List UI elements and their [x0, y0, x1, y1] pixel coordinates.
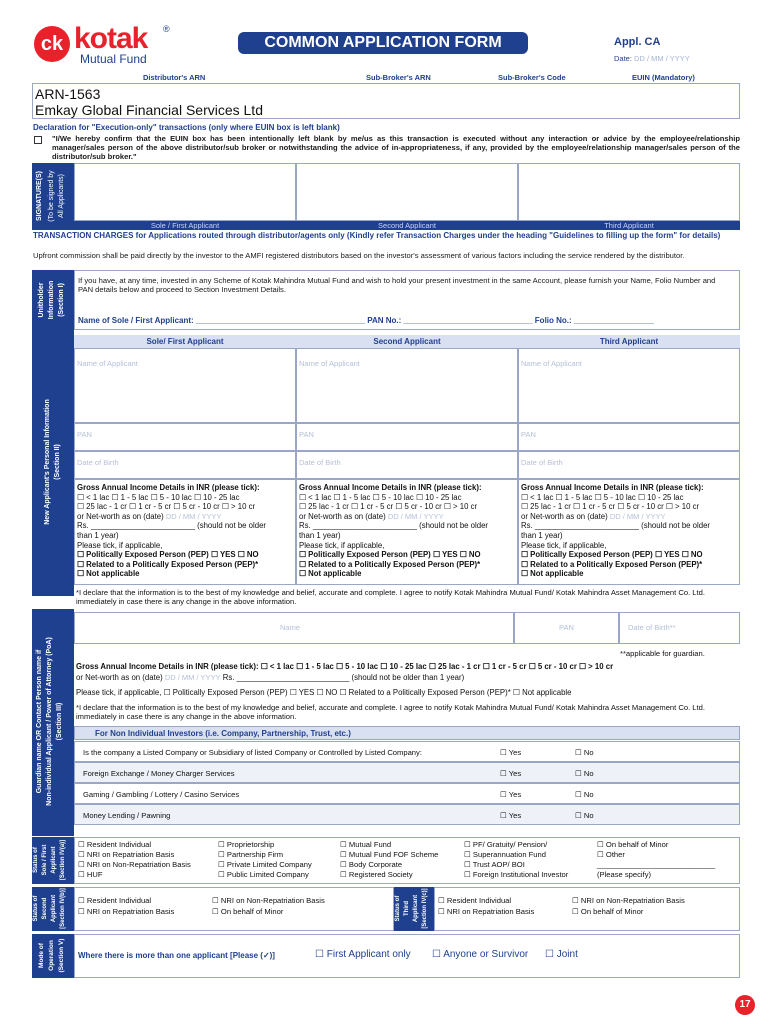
unitholder-text: If you have, at any time, invested in any Scheme of Kotak Mahindra Mutual Fund and wish to hold your present investment in the same Account, please furnish your Name, Folio Number and PAN details below and proceed to Section Investment Details.	[78, 276, 716, 294]
status-first-option[interactable]: ☐ Foreign Institutional Investor	[464, 870, 569, 879]
col-head-second: Second Applicant	[296, 335, 518, 348]
new-applicant-side-label	[32, 330, 74, 596]
pep-option[interactable]: ☐ Politically Exposed Person (PEP) ☐ YES ☐ NO	[77, 550, 259, 560]
nonind-yes-option[interactable]: ☐ Yes	[500, 748, 522, 757]
applicant-dob-placeholder: Date of Birth	[521, 458, 563, 467]
unitholder-side1: Unitholder	[38, 282, 45, 318]
applicant-3-dob-field[interactable]	[518, 451, 740, 479]
status1-side1: Status of	[33, 847, 39, 873]
signature-box-second[interactable]	[296, 163, 518, 221]
signature-side-text: SIGNATURE(S)	[36, 170, 43, 222]
arn-value: ARN-1563	[35, 86, 101, 102]
status-first-option[interactable]: ☐ Proprietorship	[218, 840, 275, 849]
applicant-name-placeholder: Name of Applicant	[77, 359, 138, 368]
upfront-commission-text: Upfront commission shall be paid directly by the investor to the AMFI registered distributors based on the investor's assessment of various factors including the service rendered by the distributor.	[33, 251, 685, 260]
nonind-yes-option[interactable]: ☐ Yes	[500, 790, 522, 799]
applicant-name-placeholder: Name of Applicant	[521, 359, 582, 368]
applicant-3-income-block[interactable]	[518, 479, 740, 585]
new-applicant-side1: New Applicant's Personal Information	[44, 399, 51, 525]
related-pep-option[interactable]: ☐ Related to a Politically Exposed Person (PEP)*	[299, 559, 481, 569]
date-label: Date:	[614, 54, 632, 63]
signature-box-first[interactable]	[74, 163, 296, 221]
status-first-option[interactable]: ☐ Body Corporate	[340, 860, 403, 869]
status1-side2: Sole / First	[42, 844, 48, 876]
networth-label: or Net-worth as on (date)	[521, 511, 608, 521]
status2-side2: Second	[42, 897, 48, 920]
status3-side4: [Section IV(c)]	[422, 888, 428, 929]
income-row1[interactable]: ☐ < 1 lac ☐ 1 - 5 lac ☐ 5 - 10 lac ☐ 10 - 25 lac	[521, 492, 684, 502]
status2-side4: [Section IV(b)]	[60, 888, 66, 929]
form-title: COMMON APPLICATION FORM	[238, 32, 528, 54]
status-first-option[interactable]: ☐ Partnership Firm	[218, 850, 284, 859]
networth-year: than 1 year)	[299, 530, 341, 540]
brand-subtitle: Mutual Fund	[80, 52, 147, 66]
distributor-name: Emkay Global Financial Services Ltd	[35, 102, 263, 118]
status-first-option[interactable]: ☐ NRI on Non-Repatriation Basis	[78, 860, 191, 869]
brand-name: kotak	[74, 22, 148, 55]
signature-label-second: Second Applicant	[296, 221, 518, 230]
status-first-option[interactable]: ☐ Registered Society	[340, 870, 413, 879]
status-first-option[interactable]: ☐ Other	[597, 850, 625, 859]
status-first-option[interactable]: ____________________________	[597, 860, 716, 869]
status-option[interactable]: ☐ On behalf of Minor	[212, 907, 284, 916]
applicant-3-pan-field[interactable]	[518, 423, 740, 451]
applicant-dob-placeholder: Date of Birth	[299, 458, 341, 467]
registered-icon: ®	[163, 24, 170, 34]
mode-side2: Operation	[48, 940, 55, 971]
signature-side-text3: All Applicants)	[58, 174, 65, 218]
declaration-checkbox[interactable]	[34, 136, 42, 144]
applicant-1-income-block[interactable]	[74, 479, 296, 585]
applicant-name-placeholder: Name of Applicant	[299, 359, 360, 368]
nonind-question-row	[74, 741, 740, 762]
networth-label: or Net-worth as on (date)	[299, 511, 386, 521]
applicant-1-pan-field[interactable]	[74, 423, 296, 451]
related-pep-option[interactable]: ☐ Related to a Politically Exposed Person (PEP)*	[77, 559, 259, 569]
sub-broker-arn-label: Sub-Broker's ARN	[366, 73, 431, 82]
new-applicant-side2: (Section II)	[54, 444, 61, 480]
status2-side3: Applicant	[51, 894, 57, 923]
not-applicable-option[interactable]: ☐ Not applicable	[521, 569, 584, 579]
unitholder-side2: Information	[48, 280, 55, 320]
signature-label-first: Sole / First Applicant	[74, 221, 296, 230]
status-option[interactable]: ☐ Resident Individual	[78, 896, 152, 905]
income-row2[interactable]: ☐ 25 lac - 1 cr ☐ 1 cr - 5 cr ☐ 5 cr - 10 cr ☐ > 10 cr	[77, 502, 256, 512]
declaration-text: "I/We hereby confirm that the EUIN box has been intentionally left blank by me/us as this transaction is executed without any interaction or advice by the employee/relationship manager/sales person of the above distributor/sub broker or notwithstanding the advice of in-appropriateness, if any, provided by the employee/relationship manager/sales person of the distributor/sub broker."	[52, 134, 740, 161]
applicant-2-pan-field[interactable]	[296, 423, 518, 451]
status-second-side-label	[32, 887, 74, 931]
new-applicant-declaration: *I declare that the information is to the best of my knowledge and belief, accurate and complete. I agree to notify Kotak Mahindra Mutual Fund/ Kotak Mahindra Asset Management Co. Ltd. immediately in case there is any change in the above information.	[76, 588, 705, 606]
pep-tick-label: Please tick, if applicable,	[521, 540, 607, 550]
networth-year: than 1 year)	[521, 530, 563, 540]
pep-option[interactable]: ☐ Politically Exposed Person (PEP) ☐ YES ☐ NO	[521, 550, 703, 560]
networth-date: DD / MM / YYYY	[387, 511, 444, 521]
guardian-note: **applicable for guardian.	[620, 649, 705, 658]
status-option[interactable]: ☐ Resident Individual	[438, 896, 512, 905]
applicant-1-dob-field[interactable]	[74, 451, 296, 479]
nonind-no-option[interactable]: ☐ No	[575, 790, 594, 799]
applicant-dob-placeholder: Date of Birth	[77, 458, 119, 467]
status-option[interactable]: ☐ NRI on Non-Repatriation Basis	[572, 896, 685, 905]
status-first-option[interactable]: ☐ Mutual Fund FOF Scheme	[340, 850, 439, 859]
unitholder-side-label	[32, 270, 74, 330]
mode-first-only[interactable]: ☐ First Applicant only	[315, 949, 411, 960]
unitholder-fields[interactable]: Name of Sole / First Applicant: ______________________________________ PAN No.: _____________________________ Folio No.: __________________	[78, 316, 654, 325]
income-title: Gross Annual Income Details in INR (please tick):	[77, 483, 260, 492]
status-first-option[interactable]: ☐ Trust AOP/ BOI	[464, 860, 525, 869]
related-pep-option[interactable]: ☐ Related to a Politically Exposed Person (PEP)*	[521, 559, 703, 569]
networth-rs[interactable]: Rs. ________________________ (should not be older	[299, 521, 489, 531]
kotak-logo-icon: ck	[34, 26, 70, 62]
income-row1[interactable]: ☐ < 1 lac ☐ 1 - 5 lac ☐ 5 - 10 lac ☐ 10 - 25 lac	[299, 492, 462, 502]
status-first-option[interactable]: ☐ On behalf of Minor	[597, 840, 669, 849]
unitholder-side3: (Section I)	[58, 283, 65, 317]
date-field[interactable]	[614, 54, 690, 63]
guardian-side-label	[32, 609, 74, 836]
status3-side3: Applicant	[413, 894, 419, 923]
applicant-2-income-block[interactable]	[296, 479, 518, 585]
guardian-networth-date: DD / MM / YYYY	[164, 673, 221, 682]
status-option[interactable]: ☐ NRI on Repatriation Basis	[438, 907, 535, 916]
nonind-question-text: Money Lending / Pawning	[83, 811, 171, 820]
guardian-dob-field[interactable]	[619, 612, 740, 644]
nonind-no-option[interactable]: ☐ No	[575, 769, 594, 778]
appl-label: Appl. CA	[614, 36, 661, 48]
guardian-dob-placeholder: Date of Birth**	[628, 623, 676, 632]
status-first-option[interactable]: ☐ PF/ Gratuity/ Pension/	[464, 840, 548, 849]
networth-rs[interactable]: Rs. ________________________ (should not be older	[521, 521, 711, 531]
not-applicable-option[interactable]: ☐ Not applicable	[299, 569, 362, 579]
status-first-option[interactable]: ☐ Resident Individual	[78, 840, 152, 849]
status-first-option[interactable]: ☐ Mutual Fund	[340, 840, 392, 849]
status3-side2: Third	[404, 901, 410, 916]
mode-anyone-survivor[interactable]: ☐ Anyone or Survivor	[432, 949, 529, 960]
income-row2[interactable]: ☐ 25 lac - 1 cr ☐ 1 cr - 5 cr ☐ 5 cr - 10 cr ☐ > 10 cr	[299, 502, 478, 512]
signature-label-third: Third Applicant	[518, 221, 740, 230]
guardian-networth-label: or Net-worth as on (date)	[76, 673, 163, 682]
unitholder-folio-label: Folio No.:	[534, 316, 572, 325]
applicant-1-name-field[interactable]	[74, 348, 296, 423]
networth-label: or Net-worth as on (date)	[77, 511, 164, 521]
applicant-2-dob-field[interactable]	[296, 451, 518, 479]
status-first-option[interactable]: ☐ Superannuation Fund	[464, 850, 546, 859]
guardian-side3: (Section III)	[56, 702, 63, 741]
col-head-first: Sole/ First Applicant	[74, 335, 296, 348]
networth-year: than 1 year)	[77, 530, 119, 540]
applicant-3-name-field[interactable]	[518, 348, 740, 423]
nonind-header	[74, 726, 740, 740]
status-first-option[interactable]: ☐ NRI on Repatriation Basis	[78, 850, 175, 859]
pep-option[interactable]: ☐ Politically Exposed Person (PEP) ☐ YES ☐ NO	[299, 550, 481, 560]
status-first-option[interactable]: ☐ Private Limited Company	[218, 860, 312, 869]
status-first-side-label	[32, 837, 74, 884]
nonind-no-option[interactable]: ☐ No	[575, 748, 594, 757]
transaction-charges-title: TRANSACTION CHARGES for Applications routed through distributor/agents only (Kindly refer Transaction Charges under the heading "Guidelines to filling up the form" for details)	[33, 231, 721, 240]
income-row1[interactable]: ☐ < 1 lac ☐ 1 - 5 lac ☐ 5 - 10 lac ☐ 10 - 25 lac	[77, 492, 240, 502]
unitholder-pan-label: PAN No.:	[367, 316, 402, 325]
applicant-pan-placeholder: PAN	[521, 430, 536, 439]
status-option[interactable]: ☐ On behalf of Minor	[572, 907, 644, 916]
nonind-yes-option[interactable]: ☐ Yes	[500, 811, 522, 820]
nonind-question-text: Gaming / Gambling / Lottery / Casino Services	[83, 790, 240, 799]
status-option[interactable]: ☐ NRI on Repatriation Basis	[78, 907, 175, 916]
networth-date: DD / MM / YYYY	[609, 511, 666, 521]
pep-tick-label: Please tick, if applicable,	[77, 540, 163, 550]
nonind-question-row	[74, 783, 740, 804]
col-head-third: Third Applicant	[518, 335, 740, 348]
guardian-networth[interactable]	[76, 673, 740, 683]
not-applicable-option[interactable]: ☐ Not applicable	[77, 569, 140, 579]
status1-side3: Applicant	[51, 846, 57, 874]
networth-rs[interactable]: Rs. ________________________ (should not be older	[77, 521, 267, 531]
guardian-name-field[interactable]	[74, 612, 514, 644]
nonind-no-option[interactable]: ☐ No	[575, 811, 594, 820]
signature-side-text2: (To be signed by	[48, 170, 55, 222]
distributor-arn-label: Distributor's ARN	[143, 73, 206, 82]
mode-label: Where there is more than one applicant [Please (✓)]	[78, 951, 275, 960]
status-option[interactable]: ☐ NRI on Non-Repatriation Basis	[212, 896, 325, 905]
applicant-pan-placeholder: PAN	[77, 430, 92, 439]
guardian-declaration: *I declare that the information is to the best of my knowledge and belief, accurate and complete. I agree to notify Kotak Mahindra Mutual Fund/ Kotak Mahindra Asset Management Co. Ltd. immediately in case there is any change in the above information.	[76, 703, 705, 721]
mode-joint[interactable]: ☐ Joint	[545, 949, 578, 960]
mode-side-label	[32, 934, 74, 978]
mode-side3: (Section V)	[58, 938, 65, 973]
signature-side-label	[32, 163, 74, 230]
nonind-yes-option[interactable]: ☐ Yes	[500, 769, 522, 778]
applicant-2-name-field[interactable]	[296, 348, 518, 423]
page-number: 17	[735, 995, 755, 1015]
nonind-question-row	[74, 762, 740, 783]
guardian-name-placeholder: Name	[280, 623, 301, 632]
nonind-title: For Non Individual Investors (i.e. Company, Partnership, Trust, etc.)	[95, 729, 351, 738]
status1-side4: [Section IV(a)]	[60, 839, 66, 881]
status-first-option[interactable]: (Please specify)	[597, 870, 652, 879]
status-first-option[interactable]: ☐ HUF	[78, 870, 103, 879]
status2-side1: Status of	[33, 895, 39, 922]
nonind-question-row	[74, 804, 740, 825]
income-row2[interactable]: ☐ 25 lac - 1 cr ☐ 1 cr - 5 cr ☐ 5 cr - 10 cr ☐ > 10 cr	[521, 502, 700, 512]
sub-broker-code-label: Sub-Broker's Code	[498, 73, 566, 82]
status-third-side-label	[394, 887, 434, 931]
guardian-pan-field[interactable]	[514, 612, 619, 644]
status3-side1: Status of	[395, 895, 401, 922]
nonind-question-text: Foreign Exchange / Money Charger Services	[83, 769, 235, 778]
income-title: Gross Annual Income Details in INR (please tick):	[299, 483, 482, 492]
guardian-pan-placeholder: PAN	[559, 623, 574, 632]
guardian-income[interactable]: Gross Annual Income Details in INR (please tick): ☐ < 1 lac ☐ 1 - 5 lac ☐ 5 - 10 lac ☐ 10 - 25 lac ☐ 25 lac - 1 cr ☐ 1 cr - 5 cr ☐ 5 cr - 10 cr ☐ > 10 cr	[76, 662, 614, 671]
networth-date: DD / MM / YYYY	[165, 511, 222, 521]
euin-label: EUIN (Mandatory)	[632, 73, 695, 82]
declaration-title: Declaration for "Execution-only" transactions (only where EUIN box is left blank)	[33, 123, 340, 132]
applicant-pan-placeholder: PAN	[299, 430, 314, 439]
guardian-side2: Non-individual Applicant / Power of Attorney (PoA)	[46, 637, 53, 806]
guardian-side1: Guardian name OR Contact Person name if	[36, 649, 43, 794]
pep-tick-label: Please tick, if applicable,	[299, 540, 385, 550]
mode-side1: Mode of	[38, 943, 45, 968]
guardian-pep[interactable]: Please tick, if applicable, ☐ Politically Exposed Person (PEP) ☐ YES ☐ NO ☐ Related to a Politically Exposed Person (PEP)* ☐ Not applicable	[76, 688, 572, 697]
nonind-question-text: Is the company a Listed Company or Subsidiary of listed Company or Controlled by Listed Company:	[83, 748, 422, 757]
signature-box-third[interactable]	[518, 163, 740, 221]
guardian-networth-rest: Rs. __________________________ (should not be older than 1 year)	[222, 673, 465, 682]
date-placeholder: DD / MM / YYYY	[634, 54, 690, 63]
unitholder-name-label: Name of Sole / First Applicant:	[78, 316, 194, 325]
income-title: Gross Annual Income Details in INR (please tick):	[521, 483, 704, 492]
status-first-option[interactable]: ☐ Public Limited Company	[218, 870, 309, 879]
